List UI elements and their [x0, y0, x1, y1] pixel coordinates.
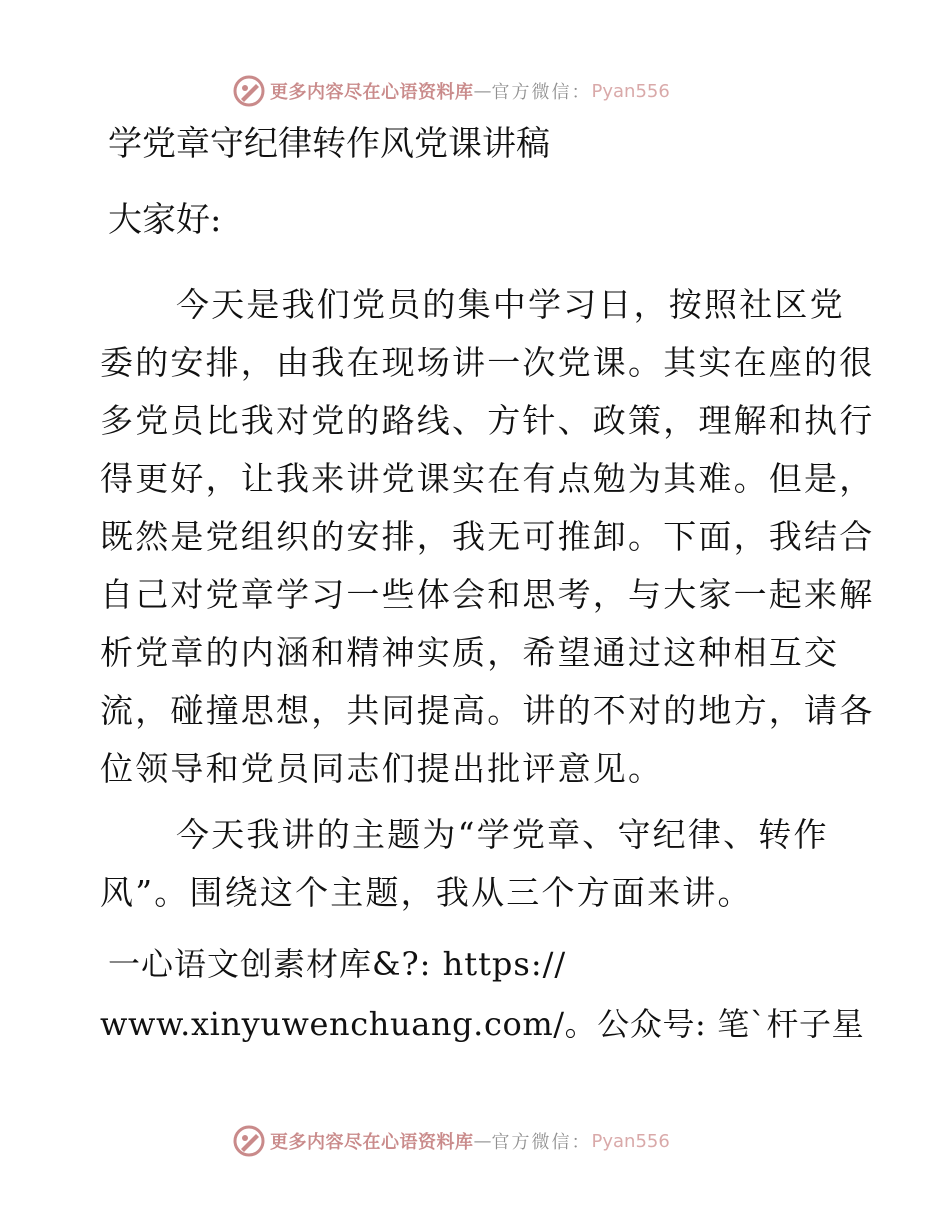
watermark-wechat-label: 官方微信： — [491, 1132, 592, 1153]
paragraph-line: 流，碰撞思想，共同提高。讲的不对的地方，请各 — [100, 691, 875, 730]
paragraph-line: 委的安排，由我在现场讲一次党课。其实在座的很 — [100, 343, 875, 382]
paragraph-2 — [100, 806, 829, 922]
watermark-wechat-label: 官方微信： — [491, 82, 592, 103]
watermark-wechat-id: Pyan556 — [591, 80, 670, 102]
paragraph-line: 自己对党章学习一些体会和思考，与大家一起来解 — [100, 575, 875, 614]
document-title: 学党章守纪律转作风党课讲稿 — [108, 124, 550, 164]
header-watermark — [232, 74, 670, 108]
paragraph-line: 既然是党组织的安排，我无可推卸。下面，我结合 — [100, 517, 875, 556]
pen-logo-icon — [232, 1124, 266, 1158]
greeting: 大家好: — [108, 200, 222, 240]
watermark-separator: — — [473, 1130, 492, 1152]
watermark-main-text: 更多内容尽在心语资料库 — [270, 82, 474, 103]
source-line-2: www.xinyuwenchuang.com/。公众号: 笔`杆子星 — [100, 1005, 865, 1043]
paragraph-line: 得更好，让我来讲党课实在有点勉为其难。但是， — [100, 459, 875, 498]
pen-logo-icon — [232, 74, 266, 108]
watermark-main-text: 更多内容尽在心语资料库 — [270, 1132, 474, 1153]
paragraph-line: 多党员比我对党的路线、方针、政策，理解和执行 — [100, 401, 875, 440]
watermark-wechat-id: Pyan556 — [591, 1130, 670, 1152]
paragraph-1 — [100, 276, 874, 798]
footer-watermark — [232, 1124, 670, 1158]
source-line-1: 一心语文创素材库&?: https:// — [108, 945, 567, 983]
watermark-separator: — — [473, 80, 492, 102]
paragraph-line: 风”。围绕这个主题，我从三个方面来讲。 — [100, 873, 753, 912]
paragraph-line: 今天是我们党员的集中学习日，按照社区党 — [176, 285, 845, 324]
paragraph-line: 析党章的内涵和精神实质，希望通过这种相互交 — [100, 633, 840, 672]
paragraph-line: 位领导和党员同志们提出批评意见。 — [100, 749, 664, 788]
paragraph-line: 今天我讲的主题为“学党章、守纪律、转作 — [176, 815, 829, 854]
